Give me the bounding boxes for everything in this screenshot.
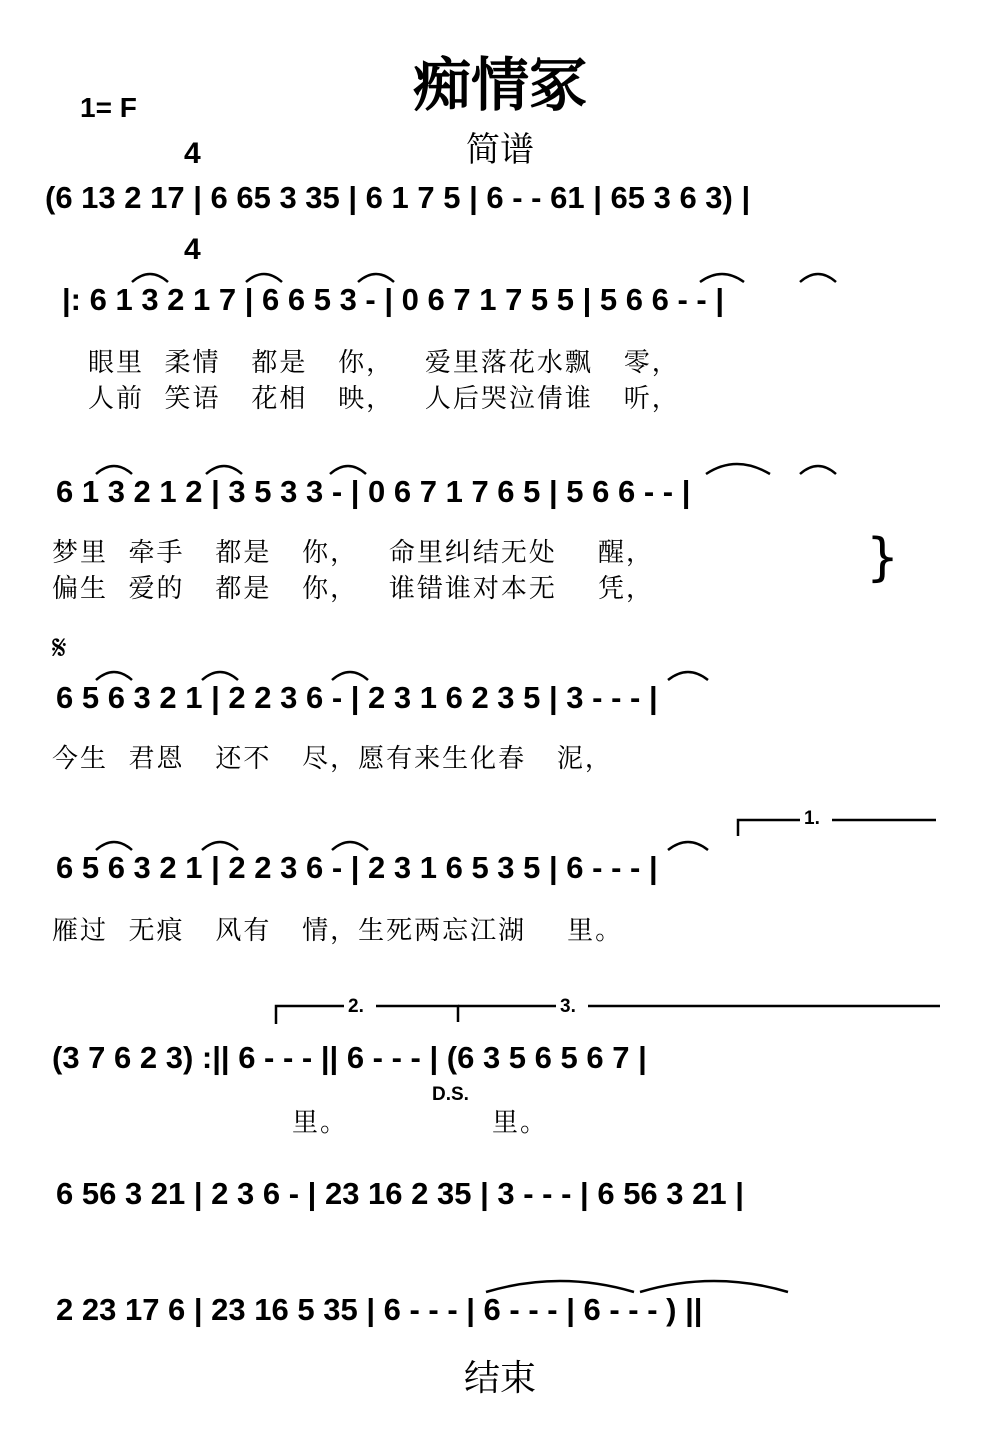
song-title: 痴情冢: [412, 51, 587, 119]
staff-line-3-notes: 6 1 3 2 1 2 | 3 5 3 3 - | 0 6 7 1 7 6 5 | 5 6 6 - - |: [56, 474, 691, 509]
staff-line-8-notes: 2 23 17 6 | 23 16 5 35 | 6 - - - | 6 - - - | 6 - - - ) ||: [56, 1292, 703, 1327]
volta-2-bracket-tail: [376, 1006, 458, 1022]
key-signature: 1= F: [80, 92, 137, 123]
subtitle: 简谱: [466, 130, 534, 170]
segno-sign: 𝄋: [52, 628, 67, 668]
lyric-line-3-verse-1: 梦里 牵手 都是 你， 命里纠结无处 醒，: [52, 538, 654, 568]
volta-1-bracket: [738, 820, 800, 836]
staff-line-1-notes: (6 13 2 17 | 6 65 3 35 | 6 1 7 5 | 6 - - 61 | 65 3 6 3) |: [45, 180, 751, 215]
staff-line-6-notes: (3 7 6 2 3) :|| 6 - - - || 6 - - - | (6 3 5 6 5 6 7 |: [52, 1040, 647, 1075]
lyric-line-6-a: 里。: [292, 1108, 349, 1138]
lyric-line-3-verse-2: 偏生 爱的 都是 你， 谁错谁对本无 凭，: [52, 574, 654, 604]
lyric-line-6-b: 里。: [492, 1108, 549, 1138]
lyric-line-2-verse-1: 眼里 柔情 都是 你， 爱里落花水飘 零，: [88, 348, 680, 378]
lyric-line-4: 今生 君恩 还不 尽，愿有来生化春 泥，: [52, 744, 613, 774]
time-signature-top: 4: [184, 137, 201, 170]
ending-text: 结束: [463, 1358, 536, 1399]
volta-1-label: 1.: [804, 808, 820, 829]
staff-line-4-notes: 6 5 6 3 2 1 | 2 2 3 6 - | 2 3 1 6 2 3 5 | 3 - - - |: [56, 680, 658, 715]
volta-2-label: 2.: [348, 996, 364, 1017]
volta-3-label: 3.: [560, 996, 576, 1017]
lyric-line-5: 雁过 无痕 风有 情，生死两忘江湖 里。: [52, 916, 624, 946]
volta-2-bracket: [276, 1006, 344, 1024]
ds-marking: D.S.: [432, 1084, 469, 1105]
lyric-line-2-verse-2: 人前 笑语 花相 映， 人后哭泣倩谁 听，: [88, 384, 680, 414]
time-signature-bottom: 4: [184, 233, 201, 266]
verse-brace: }: [866, 528, 900, 588]
staff-line-5-notes: 6 5 6 3 2 1 | 2 2 3 6 - | 2 3 1 6 5 3 5 | 6 - - - |: [56, 850, 658, 885]
staff-line-7-notes: 6 56 3 21 | 2 3 6 - | 23 16 2 35 | 3 - - - | 6 56 3 21 |: [56, 1176, 744, 1211]
staff-line-2-notes: |: 6 1 3 2 1 7 | 6 6 5 3 - | 0 6 7 1 7 5 5 | 5 6 6 - - |: [62, 282, 725, 317]
tie: [132, 274, 168, 282]
